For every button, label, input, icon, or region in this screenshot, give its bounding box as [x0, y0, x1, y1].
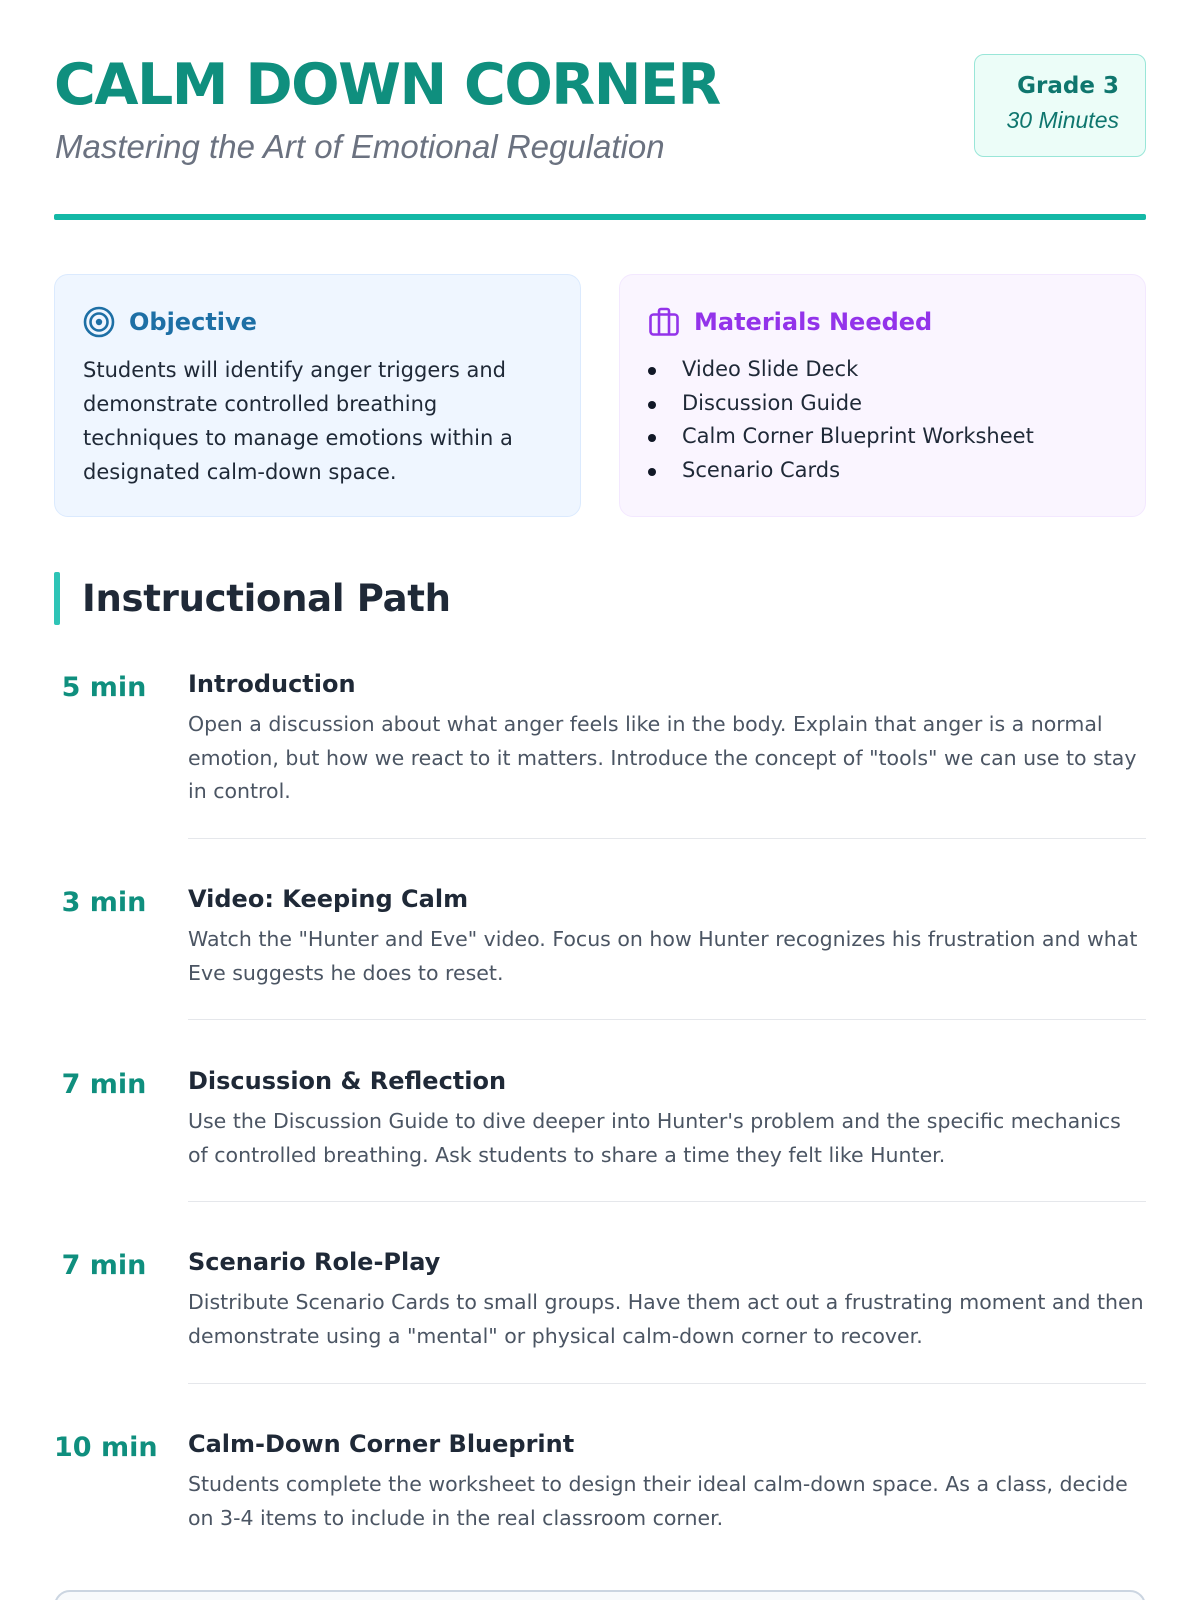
step-content [188, 885, 1146, 990]
step-title: Discussion & Reflection [188, 1067, 507, 1095]
grade-label: Grade 3 [1017, 73, 1119, 99]
step-content [188, 1067, 1146, 1172]
list-item: Video Slide Deck [648, 353, 1117, 387]
section-accent-bar [54, 572, 60, 625]
step-time: 7 min [61, 1250, 147, 1281]
step-description: Open a discussion about what anger feels like in the body. Explain that anger is a normal emotion, but how we react to it matters. Introduce the concept of "tools" we can use to stay in control. [188, 712, 1137, 803]
step-description: Watch the "Hunter and Eve" video. Focus on how Hunter recognizes his frustration and what Eve suggests he does to reset. [188, 927, 1138, 985]
briefcase-icon [648, 306, 680, 338]
step-content [188, 670, 1146, 809]
header [54, 0, 1146, 225]
step-title: Scenario Role-Play [188, 1248, 441, 1276]
objective-title: Objective [129, 308, 257, 336]
list-item: Calm Corner Blueprint Worksheet [648, 420, 1117, 454]
step-title: Calm-Down Corner Blueprint [188, 1430, 575, 1458]
step-divider [188, 1019, 1146, 1020]
materials-title: Materials Needed [694, 308, 933, 336]
step-time: 10 min [54, 1432, 158, 1463]
step-description: Distribute Scenario Cards to small groups. Have them act out a frustrating moment and then demonstrate using a "mental" or physical calm-down corner to recover. [188, 1290, 1144, 1348]
materials-card [619, 274, 1146, 517]
info-cards [54, 274, 1146, 517]
step-divider [188, 1383, 1146, 1384]
step-time: 3 min [61, 887, 147, 918]
materials-list [648, 353, 1117, 487]
instructional-path-header [54, 572, 451, 625]
step-divider [188, 1201, 1146, 1202]
next-section-card [54, 1590, 1146, 1600]
step-title: Introduction [188, 670, 356, 698]
step-content [188, 1430, 1146, 1535]
grade-badge [974, 54, 1146, 157]
list-item: Scenario Cards [648, 454, 1117, 488]
header-divider [54, 214, 1146, 220]
step-time: 7 min [61, 1069, 147, 1100]
section-title: Instructional Path [82, 577, 451, 620]
objective-text: Students will identify anger triggers and demonstrate controlled breathing techniques to manage emotions within a designated calm-down space. [83, 358, 513, 484]
step-title: Video: Keeping Calm [188, 885, 469, 913]
materials-header [648, 305, 1117, 339]
step-time: 5 min [61, 672, 147, 703]
list-item: Discussion Guide [648, 387, 1117, 421]
step-content [188, 1248, 1146, 1353]
target-icon [83, 306, 115, 338]
page-subtitle: Mastering the Art of Emotional Regulation [55, 128, 665, 165]
objective-card [54, 274, 581, 517]
objective-header [83, 305, 552, 339]
step-divider [188, 838, 1146, 839]
step-description: Use the Discussion Guide to dive deeper into Hunter's problem and the specific mechanics of controlled breathing. Ask students to share a time they felt like Hunter. [188, 1109, 1121, 1167]
lesson-plan-page [54, 0, 1146, 1530]
lesson-duration: 30 Minutes [1006, 107, 1119, 133]
step-description: Students complete the worksheet to design their ideal calm-down space. As a class, decide on 3-4 items to include in the real classroom corner. [188, 1472, 1128, 1530]
page-title: CALM DOWN CORNER [54, 52, 720, 118]
